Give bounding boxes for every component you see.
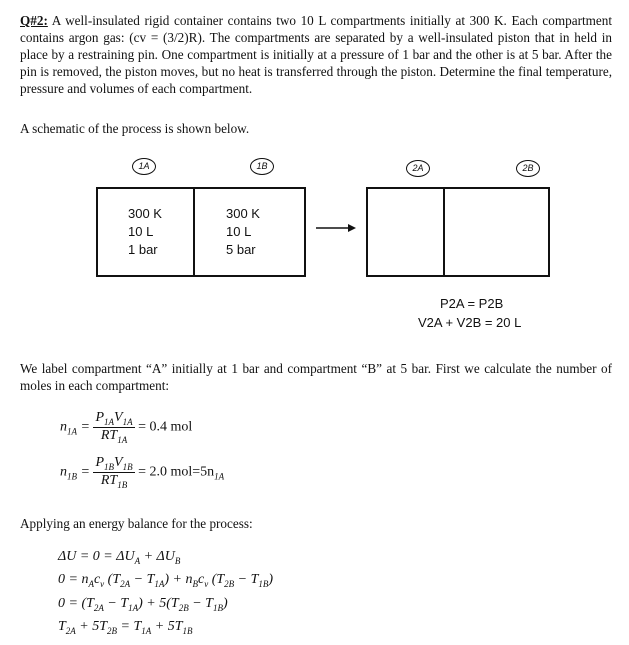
temp-1a: 300 K [128, 206, 162, 221]
tag-1a: 1A [132, 158, 156, 175]
schematic-intro: A schematic of the process is shown below. [20, 121, 250, 136]
vol-1a: 10 L [128, 224, 154, 239]
moles-b-fraction: $\frac{P_{1B}V_{1B}}{RT_{1B}}$ [95, 455, 133, 490]
moles-a-equation: $n_{1A}$ = $\frac{P_{1A}V_{1A}}{RT_{1A}}$ = 0.4 mol [60, 410, 193, 445]
final-piston [443, 189, 445, 275]
tag-2a: 2A [406, 160, 430, 177]
energy-intro: Applying an energy balance for the process: [20, 516, 253, 531]
tag-1b: 1B [250, 158, 274, 175]
initial-container [96, 187, 306, 277]
press-1a: 1 bar [128, 242, 158, 257]
question-label: Q#2: [20, 13, 48, 28]
energy-line-2: $0 = n_Ac_v$ $(T_{2A} - T_{1A}) + n_Bc_v$ $(T_{2B} - T_{1B})$ [58, 572, 274, 589]
label-paragraph: We label compartment “A” initially at 1 bar and compartment “B” at 5 bar. First we calculate the number of moles in each compartment: [20, 361, 612, 393]
problem-text: A well-insulated rigid container contains two 10 L compartments initially at 300 K. Each compartment contains argon gas: (cv = (3/2)R). The compartments are separated by a well-insulated piston that in held in place by a restraining pin. One compartment is initially at a pressure of 1 bar and the other is at 5 bar. After the pin is removed, the piston moves, but no heat is transferred through the piston. Determine the final temperature, pressure and volumes of each compartment. [20, 13, 612, 96]
press-1b: 5 bar [226, 242, 256, 257]
compartment-1b-values [226, 205, 260, 259]
pressure-relation: P2A = P2B [440, 296, 504, 311]
temp-1b: 300 K [226, 206, 260, 221]
moles-b-result: = 2.0 mol=5n [138, 464, 215, 480]
energy-line-4: $T_{2A} + 5T_{2B} = T_{1A} + 5T_{1B}$ [58, 619, 193, 636]
vol-1b: 10 L [226, 224, 252, 239]
moles-a-fraction: $\frac{P_{1A}V_{1A}}{RT_{1A}}$ [95, 410, 133, 445]
energy-line-1: $\Delta U = 0 = \Delta U_A + \Delta U_B$ [58, 549, 181, 566]
compartment-1a-values [128, 205, 162, 259]
problem-statement [20, 12, 612, 97]
initial-piston [193, 189, 195, 275]
tag-2b: 2B [516, 160, 540, 177]
moles-a-result: = 0.4 mol [138, 419, 193, 435]
volume-relation: V2A + V2B = 20 L [418, 315, 522, 330]
process-arrow-icon [316, 222, 356, 234]
final-container [366, 187, 550, 277]
energy-line-3: $0 = (T_{2A} - T_{1A}) + 5(T_{2B} - T_{1B})$ [58, 596, 228, 613]
moles-b-equation: $n_{1B}$ = $\frac{P_{1B}V_{1B}}{RT_{1B}}$ = 2.0 $mol=5n_{1A}$ [60, 455, 225, 490]
